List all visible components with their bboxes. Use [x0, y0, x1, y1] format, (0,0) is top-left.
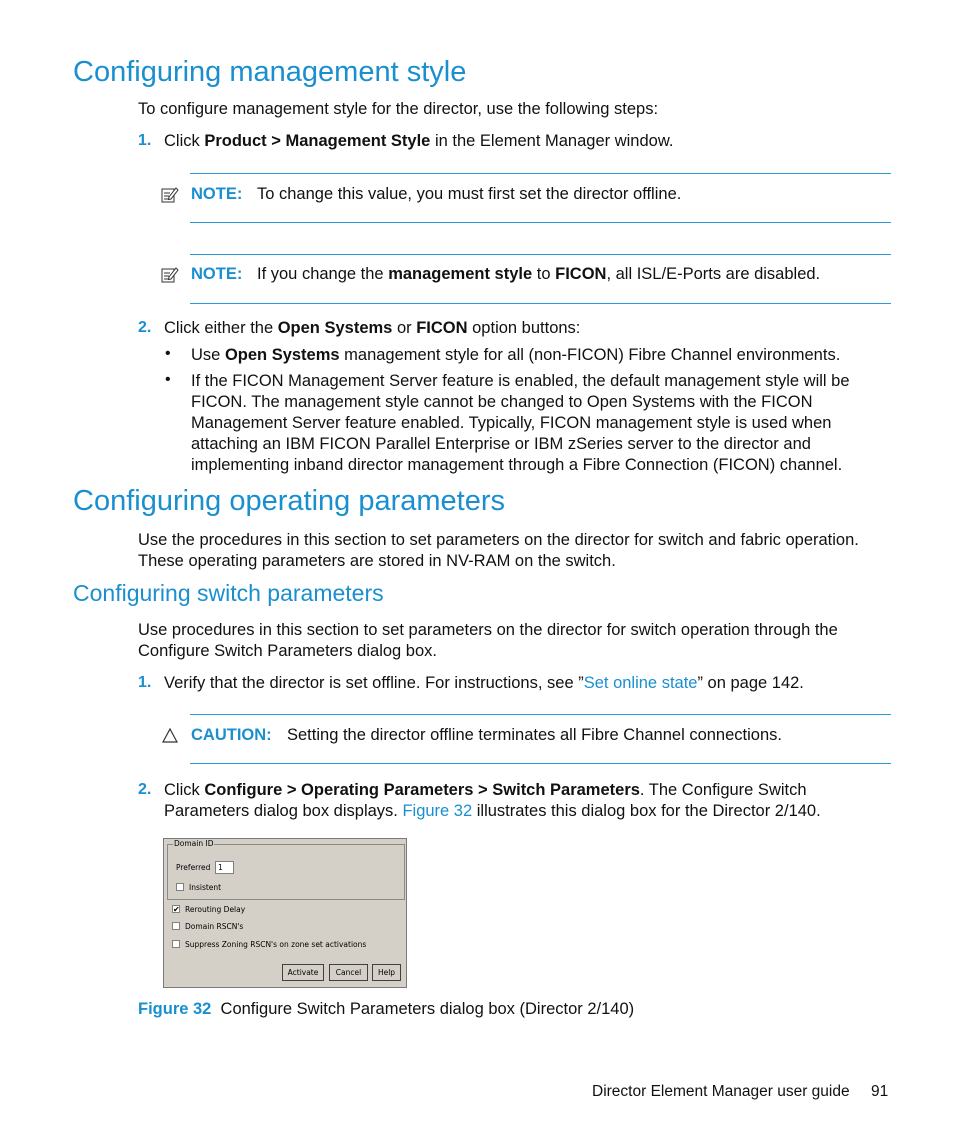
switch-step-1: [164, 673, 804, 694]
step-number: 2.: [138, 781, 152, 798]
switch-intro: [138, 620, 838, 662]
step-text: in the Element Manager window.: [430, 132, 674, 150]
note-rule-bottom: [190, 222, 891, 223]
note-label: NOTE:: [191, 185, 243, 203]
insistent-label: Insistent: [189, 883, 222, 892]
domain-rscn-checkbox[interactable]: [172, 922, 180, 930]
insistent-checkbox[interactable]: [176, 883, 184, 891]
bullet-line: Management Server feature enabled. Typically, FICON management style is used when: [191, 414, 832, 432]
help-button[interactable]: Help: [372, 964, 401, 981]
note-text: , all ISL/E-Ports are disabled.: [606, 265, 821, 283]
step-number: 1.: [138, 674, 152, 691]
paragraph-line: Configure Switch Parameters dialog box.: [138, 642, 437, 660]
caution: [191, 725, 272, 746]
step-line: [164, 780, 821, 801]
bullet-line: implementing inband director management through a Fibre Connection (FICON) channel.: [191, 456, 843, 474]
caution-rule-top: [190, 714, 891, 715]
rerouting-delay-label: Rerouting Delay: [185, 905, 246, 914]
bullet-dot: •: [165, 345, 171, 362]
domain-rscn-label: Domain RSCN's: [185, 922, 244, 931]
heading-operating-parameters: Configuring operating parameters: [73, 485, 506, 517]
bullet-line: FICON. The management style cannot be changed to Open Systems with the FICON: [191, 393, 813, 411]
paragraph-line: These operating parameters are stored in NV-RAM on the switch.: [138, 552, 616, 570]
figure-32-link[interactable]: Figure 32: [402, 802, 473, 820]
note-bold: management style: [388, 265, 533, 283]
option-name: FICON: [416, 319, 468, 337]
step-text: ” on page 142.: [697, 674, 804, 692]
paragraph-line: Use the procedures in this section to set parameters on the director for switch and fabric operation.: [138, 531, 859, 549]
step-text: Parameters dialog box displays.: [164, 802, 403, 820]
bullet-line: attaching an IBM FICON Parallel Enterprise or IBM zSeries server to the director and: [191, 435, 811, 453]
group-title: Domain ID: [174, 839, 214, 848]
note-label: NOTE:: [191, 265, 243, 283]
step-number: 2.: [138, 319, 152, 336]
step-line: [164, 801, 821, 822]
bullet-open-systems: [191, 345, 840, 366]
step-text: illustrates this dialog box for the Director 2/140.: [472, 802, 821, 820]
paragraph-line: Use procedures in this section to set parameters on the director for switch operation through the: [138, 621, 838, 639]
preferred-input[interactable]: [215, 861, 234, 874]
rerouting-delay-checkbox[interactable]: [172, 905, 180, 913]
bullet-bold: Open Systems: [224, 346, 340, 364]
step-number: 1.: [138, 132, 152, 149]
set-online-state-link[interactable]: Set online state: [583, 674, 698, 692]
caution-triangle-icon: [162, 728, 178, 743]
caution-text: Setting the director offline terminates all Fibre Channel connections.: [287, 726, 782, 744]
figure-label: Figure 32: [138, 1000, 212, 1018]
step-text: option buttons:: [467, 319, 581, 337]
heading-management-style: Configuring management style: [73, 56, 467, 88]
step-text: Verify that the director is set offline. For instructions, see ”: [164, 674, 584, 692]
mgmt-intro: To configure management style for the director, use the following steps:: [138, 100, 659, 118]
step-text: Click: [164, 132, 205, 150]
page-number: 91: [871, 1083, 889, 1100]
menu-path: Configure > Operating Parameters > Switch Parameters: [204, 781, 640, 799]
heading-switch-parameters: Configuring switch parameters: [73, 580, 384, 606]
step-text: Click either the: [164, 319, 278, 337]
mgmt-step-1: [164, 131, 673, 152]
note-2: [191, 264, 242, 285]
step-text: or: [392, 319, 417, 337]
domain-id-group: [167, 839, 405, 900]
footer-title: Director Element Manager user guide: [592, 1083, 850, 1100]
caution-rule-bottom: [190, 763, 891, 764]
switch-step-2: [164, 780, 821, 822]
note-text: If you change the: [257, 265, 389, 283]
preferred-value: 1: [218, 863, 223, 872]
menu-path: Product > Management Style: [204, 132, 431, 150]
bullet-line: If the FICON Management Server feature is enabled, the default management style will be: [191, 372, 850, 390]
preferred-label: Preferred: [176, 863, 211, 872]
mgmt-step-2: [164, 318, 580, 339]
step-text: Click: [164, 781, 205, 799]
activate-button[interactable]: Activate: [282, 964, 324, 981]
check-mark-icon: ✔: [173, 905, 180, 914]
figure-caption-text: Configure Switch Parameters dialog box (Director 2/140): [220, 1000, 635, 1018]
bullet-dot: •: [165, 371, 171, 388]
step-text: . The Configure Switch: [639, 781, 807, 799]
figure-caption: [138, 999, 634, 1020]
suppress-zoning-rscn-checkbox[interactable]: [172, 940, 180, 948]
cancel-button[interactable]: Cancel: [329, 964, 368, 981]
note-pencil-icon: [161, 266, 179, 284]
operating-intro: [138, 530, 859, 572]
note-pencil-icon: [161, 186, 179, 204]
note-rule-top: [190, 254, 891, 255]
note-rule-top: [190, 173, 891, 174]
note-2-text: [257, 264, 820, 285]
bullet-text: management style for all (non-FICON) Fibre Channel environments.: [339, 346, 841, 364]
note-rule-bottom: [190, 303, 891, 304]
note-text: to: [532, 265, 556, 283]
note-1-text: To change this value, you must first set the director offline.: [257, 185, 682, 203]
suppress-zoning-rscn-label: Suppress Zoning RSCN's on zone set activations: [185, 940, 367, 949]
note-bold: FICON: [555, 265, 607, 283]
configure-switch-parameters-dialog: [163, 838, 407, 988]
caution-label: CAUTION:: [191, 726, 272, 744]
bullet-text: Use: [191, 346, 225, 364]
option-name: Open Systems: [277, 319, 393, 337]
note-1: [191, 184, 242, 205]
bullet-ficon: [191, 371, 850, 476]
